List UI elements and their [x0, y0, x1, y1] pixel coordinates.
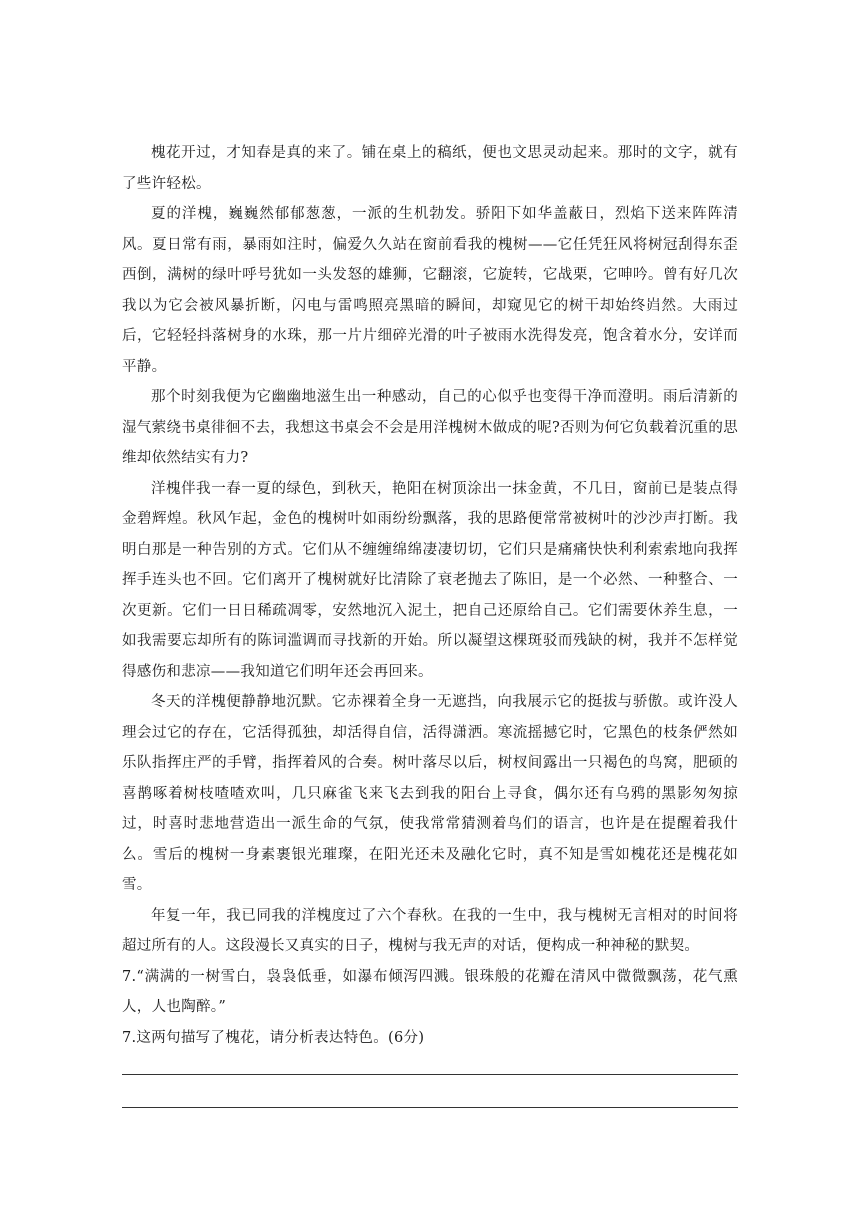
passage-paragraph-3: 那个时刻我便为它幽幽地滋生出一种感动，自己的心似乎也变得干净而澄明。雨后清新的湿气萦绕书桌徘徊不去，我想这书桌会不会是用洋槐树木做成的呢?否则为何它负载着沉重的思维却依然结实有力?	[122, 389, 738, 466]
question-7-quote: 7.“满满的一树雪白，袅袅低垂，如瀑布倾泻四溅。银珠般的花瓣在清风中微微飘荡，花气熏人，人也陶醉。”	[122, 968, 738, 1015]
passage-paragraph-2: 夏的洋槐，巍巍然郁郁葱葱，一派的生机勃发。骄阳下如华盖蔽日，烈焰下送来阵阵清风。夏日常有雨，暴雨如注时，偏爱久久站在窗前看我的槐树——它任凭狂风将树冠刮得东歪西倒，满树的绿叶呼号犹如一头发怒的雄狮，它翻滚，它旋转，它战栗，它呻吟。曾有好几次我以为它会被风暴折断，闪电与雷鸣照亮黑暗的瞬间，却窥见它的树干却始终岿然。大雨过后，它轻轻抖落树身的水珠，那一片片细碎光滑的叶子被雨水洗得发亮，饱含着水分，安详而平静。	[122, 206, 738, 375]
answer-line-2[interactable]	[122, 1107, 738, 1108]
question-7-prompt: 7.这两句描写了槐花，请分析表达特色。(6分)	[122, 1029, 425, 1046]
passage-paragraph-1: 槐花开过，才知春是真的来了。铺在桌上的稿纸，便也文思灵动起来。那时的文字，就有了些许轻松。	[122, 145, 738, 192]
document-body	[122, 138, 738, 1053]
passage-paragraph-4: 洋槐伴我一春一夏的绿色，到秋天，艳阳在树顶涂出一抹金黄，不几日，窗前已是装点得金碧辉煌。秋风乍起，金色的槐树叶如雨纷纷飘落，我的思路便常常被树叶的沙沙声打断。我明白那是一种告别的方式。它们从不缠缠绵绵凄凄切切，它们只是痛痛快快利利索索地向我挥挥手连头也不回。它们离开了槐树就好比清除了衰老抛去了陈旧，是一个必然、一种整合、一次更新。它们一日日稀疏凋零，安然地沉入泥土，把自己还原给自己。它们需要休养生息，一如我需要忘却所有的陈词滥调而寻找新的开始。所以凝望这棵斑驳而残缺的树，我并不怎样觉得感伤和悲凉——我知道它们明年还会再回来。	[122, 480, 738, 680]
answer-line-1[interactable]	[122, 1074, 738, 1075]
passage-paragraph-5: 冬天的洋槐便静静地沉默。它赤裸着全身一无遮挡，向我展示它的挺拔与骄傲。或许没人理会过它的存在，它活得孤独，却活得自信，活得潇洒。寒流摇撼它时，它黑色的枝条俨然如乐队指挥庄严的手臂，指挥着风的合奏。树叶落尽以后，树杈间露出一只褐色的鸟窝，肥硕的喜鹊啄着树枝喳喳欢叫，几只麻雀飞来飞去到我的阳台上寻食，偶尔还有乌鸦的黑影匆匆掠过，时喜时悲地营造出一派生命的气氛，使我常常猜测着鸟们的语言，也许是在提醒着我什么。雪后的槐树一身素裹银光璀璨，在阳光还未及融化它时，真不知是雪如槐花还是槐花如雪。	[122, 694, 738, 893]
passage-paragraph-6: 年复一年，我已同我的洋槐度过了六个春秋。在我的一生中，我与槐树无言相对的时间将超过所有的人。这段漫长又真实的日子，槐树与我无声的对话，便构成一种神秘的默契。	[122, 907, 738, 954]
